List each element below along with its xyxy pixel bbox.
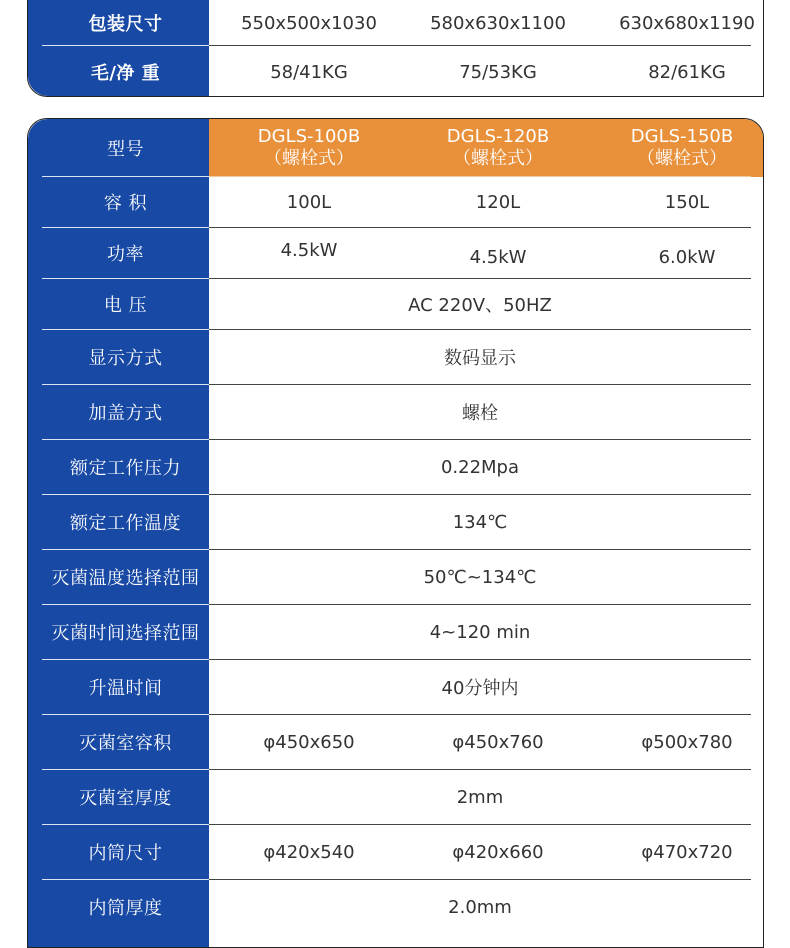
model-name: DGLS-150B <box>630 126 734 147</box>
table-row-heating-time <box>42 660 751 714</box>
model-header-120b <box>409 119 587 177</box>
row-divider <box>42 45 209 46</box>
row-divider <box>209 45 751 46</box>
table-row-package-size <box>42 1 755 45</box>
row-label: 功率 <box>107 244 144 265</box>
cell-value: 100L <box>286 191 332 213</box>
row-label: 容 积 <box>103 193 148 214</box>
row-label: 额定工作温度 <box>70 513 181 534</box>
table-row-rated-pressure <box>42 440 751 494</box>
model-type: （螺栓式） <box>453 148 543 169</box>
row-label: 型号 <box>107 139 144 160</box>
cell-value: 550x500x1030 <box>241 12 377 34</box>
row-label: 内筒尺寸 <box>88 843 163 864</box>
model-header-150b <box>587 119 764 177</box>
model-spec-table <box>27 118 764 948</box>
row-label: 电 压 <box>103 295 148 316</box>
cell-value: 0.22Mpa <box>440 456 520 478</box>
cell-value: φ450x760 <box>452 731 544 753</box>
row-label: 额定工作压力 <box>70 458 181 479</box>
table-row-chamber-volume <box>42 715 751 769</box>
cell-value: 580x630x1100 <box>430 12 566 34</box>
table-row-sterilization-time-range <box>42 605 751 659</box>
cell-value: 150L <box>664 191 710 213</box>
model-type: （螺栓式） <box>637 148 727 169</box>
cell-value: 75/53KG <box>459 61 537 83</box>
row-label: 灭菌室厚度 <box>79 788 172 809</box>
row-label: 显示方式 <box>88 348 163 369</box>
table-row-rated-temperature <box>42 495 751 549</box>
row-label: 加盖方式 <box>88 403 163 424</box>
cell-value: φ500x780 <box>641 731 733 753</box>
cell-value: AC 220V、50HZ <box>408 295 552 316</box>
cell-value: 50℃~134℃ <box>423 566 537 588</box>
model-header-100b <box>209 119 409 177</box>
cell-value: 2.0mm <box>448 896 512 918</box>
table-row-power <box>42 228 751 278</box>
model-type: （螺栓式） <box>264 148 354 169</box>
table-row-sterilization-temp-range <box>42 550 751 604</box>
cell-value: 4.5kW <box>280 239 338 261</box>
cell-value: 58/41KG <box>270 61 348 83</box>
row-label: 包装尺寸 <box>88 14 163 35</box>
cell-value: 螺栓 <box>462 403 498 424</box>
model-name: DGLS-120B <box>446 126 550 147</box>
cell-value: 82/61KG <box>648 61 726 83</box>
cell-value: 4~120 min <box>429 621 531 643</box>
table-row-inner-drum-size <box>42 825 751 879</box>
row-label: 灭菌时间选择范围 <box>51 623 200 644</box>
table-row-weight <box>42 47 751 97</box>
cell-value: 120L <box>475 191 521 213</box>
row-label: 灭菌室容积 <box>79 733 172 754</box>
cell-value: 630x680x1190 <box>619 12 755 34</box>
table-row-lid-method <box>42 385 751 439</box>
table-row-inner-drum-thickness <box>42 880 751 934</box>
cell-value: φ450x650 <box>263 731 355 753</box>
model-name: DGLS-100B <box>257 126 361 147</box>
row-label: 升温时间 <box>88 678 163 699</box>
cell-value: 2mm <box>456 786 504 808</box>
cell-value: φ420x540 <box>263 841 355 863</box>
table-row-chamber-thickness <box>42 770 751 824</box>
cell-value: φ470x720 <box>641 841 733 863</box>
cell-value: 数码显示 <box>444 348 516 369</box>
cell-value: 4.5kW <box>469 246 527 268</box>
table-row-voltage <box>42 279 751 329</box>
table-row-capacity <box>42 177 751 227</box>
row-label: 灭菌温度选择范围 <box>51 568 200 589</box>
packaging-spec-table <box>27 0 764 97</box>
row-label: 毛/净 重 <box>90 63 161 84</box>
cell-value: 6.0kW <box>658 246 716 268</box>
table-header-row <box>42 119 751 177</box>
cell-value: φ420x660 <box>452 841 544 863</box>
cell-value: 40分钟内 <box>441 678 519 699</box>
cell-value: 134℃ <box>452 511 508 533</box>
table-row-display <box>42 330 751 384</box>
row-label: 内筒厚度 <box>88 898 163 919</box>
